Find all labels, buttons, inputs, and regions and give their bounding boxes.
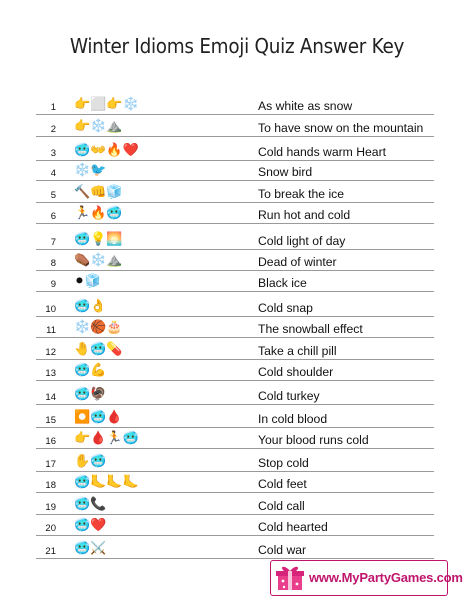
idiom-answer: Cold war [258, 543, 307, 557]
emoji-clue: ❄️🏀🎂 [74, 320, 123, 335]
row-divider [36, 404, 434, 405]
idiom-answer: Cold hands warm Heart [258, 145, 387, 159]
idiom-answer: Cold snap [258, 301, 313, 315]
answer-row [0, 494, 474, 514]
idiom-answer: Run hot and cold [258, 208, 351, 222]
item-number: 6 [50, 211, 56, 222]
row-divider [36, 180, 434, 181]
item-number: 20 [45, 523, 56, 534]
answer-row [0, 182, 474, 202]
idiom-answer: Cold turkey [258, 389, 320, 403]
emoji-clue: ⚫🧊 [74, 274, 102, 289]
emoji-clue: 🥶📞 [74, 497, 107, 512]
idiom-answer: Cold call [258, 499, 305, 513]
emoji-clue: ⚰️❄️⛰️ [74, 253, 123, 268]
answer-row [0, 339, 474, 359]
idiom-answer: In cold blood [258, 412, 328, 426]
row-divider [36, 535, 434, 536]
site-logo [270, 560, 463, 596]
row-divider [36, 223, 434, 224]
emoji-clue: 🏃🔥🥶 [74, 206, 123, 221]
idiom-answer: Take a chill pill [258, 344, 337, 358]
answer-row [0, 428, 474, 448]
item-number: 5 [50, 190, 56, 201]
emoji-clue: 🥶💡🌅 [74, 232, 123, 247]
emoji-clue: 🤚🥶💊 [74, 342, 123, 357]
idiom-answer: Cold feet [258, 477, 307, 491]
emoji-clue: 🥶🦃 [74, 387, 107, 402]
idiom-answer: To have snow on the mountain [258, 121, 424, 135]
answer-row [0, 203, 474, 223]
row-divider [36, 291, 434, 292]
idiom-answer: As white as snow [258, 99, 353, 113]
answer-row [0, 360, 474, 380]
page-title: Winter Idioms Emoji Quiz Answer Key [69, 34, 405, 58]
emoji-clue: 🥶⚔️ [74, 541, 107, 556]
idiom-answer: Black ice [258, 276, 307, 290]
answer-row [0, 384, 474, 404]
idiom-answer: Your blood runs cold [258, 433, 369, 447]
emoji-clue: ✋🥶 [74, 454, 107, 469]
emoji-clue: 👉❄️⛰️ [74, 119, 123, 134]
emoji-clue: 👉🩸🏃🥶 [74, 431, 139, 446]
answer-row [0, 116, 474, 136]
emoji-clue: 🥶🦶🦶🦶 [74, 475, 139, 490]
idiom-answer: To break the ice [258, 187, 345, 201]
emoji-clue: 🔨👊🧊 [74, 185, 123, 200]
item-number: 1 [50, 102, 56, 113]
row-divider [36, 558, 434, 559]
idiom-answer: Cold shoulder [258, 365, 334, 379]
answer-row [0, 229, 474, 249]
answer-row [0, 250, 474, 270]
item-number: 11 [46, 325, 56, 336]
emoji-clue: ⏺️🥶🩸 [74, 410, 123, 425]
item-number: 13 [45, 368, 56, 379]
item-number: 2 [50, 124, 56, 135]
idiom-answer: Cold hearted [258, 520, 328, 534]
answer-row [0, 451, 474, 471]
idiom-answer: The snowball effect [258, 322, 363, 336]
item-number: 15 [45, 415, 56, 426]
item-number: 9 [50, 279, 56, 290]
row-divider [36, 380, 434, 381]
answer-row [0, 538, 474, 558]
answer-row [0, 140, 474, 160]
emoji-clue: 👉⬜👉❄️ [74, 97, 139, 112]
emoji-clue: 🥶👐🔥❤️ [74, 143, 139, 158]
idiom-answer: Snow bird [258, 165, 313, 179]
answer-row [0, 407, 474, 427]
item-number: 3 [50, 148, 56, 159]
idiom-answer: Cold light of day [258, 234, 346, 248]
idiom-answer: Dead of winter [258, 255, 337, 269]
item-number: 8 [50, 258, 56, 269]
item-number: 7 [50, 237, 56, 248]
answer-row [0, 160, 474, 180]
item-number: 14 [45, 392, 56, 403]
answer-row [0, 317, 474, 337]
answer-row [0, 296, 474, 316]
item-number: 10 [45, 304, 56, 315]
answer-row [0, 515, 474, 535]
item-number: 17 [45, 459, 56, 470]
emoji-clue: 🥶💪 [74, 363, 107, 378]
answer-row [0, 94, 474, 114]
row-divider [36, 136, 434, 137]
emoji-clue: ❄️🐦 [74, 163, 107, 178]
item-number: 18 [45, 480, 56, 491]
item-number: 12 [45, 347, 56, 358]
row-divider [36, 448, 434, 449]
row-divider [36, 492, 434, 493]
item-number: 21 [45, 546, 56, 557]
answer-row [0, 472, 474, 492]
logo-text: www.MyPartyGames.com [309, 570, 463, 585]
idiom-answer: Stop cold [258, 456, 309, 470]
emoji-clue: 🥶👌 [74, 299, 107, 314]
emoji-clue: 🥶❤️ [74, 518, 107, 533]
item-number: 4 [50, 168, 56, 179]
gift-icon [275, 564, 305, 592]
item-number: 19 [45, 502, 56, 513]
answer-row [0, 271, 474, 291]
row-divider [36, 114, 434, 115]
item-number: 16 [45, 436, 56, 447]
row-divider [36, 337, 434, 338]
